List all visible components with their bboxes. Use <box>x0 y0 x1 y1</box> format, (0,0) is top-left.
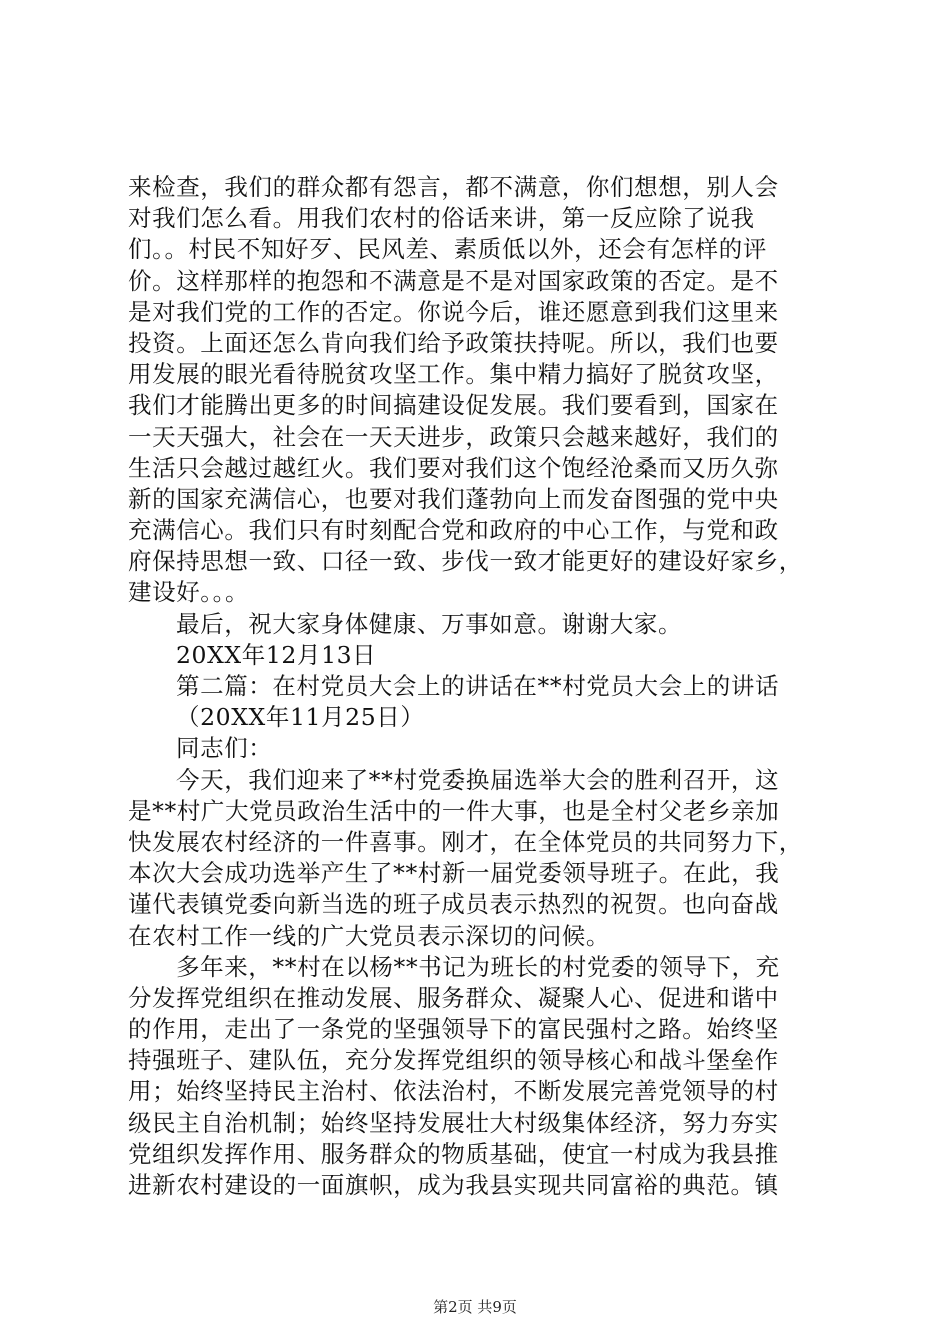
text-line: 同志们： <box>176 734 273 763</box>
text-line: 来检查，我们的群众都有怨言，都不满意，你们想想，别人会 <box>128 173 779 201</box>
text-line: 进新农村建设的一面旗帜，成为我县实现共同富裕的典范。镇 <box>128 1171 779 1199</box>
text-line: 分发挥党组织在推动发展、服务群众、凝聚人心、促进和谐中 <box>128 983 779 1012</box>
text-line: 20XX年12月13日 <box>176 640 377 669</box>
text-line: 持强班子、建队伍，充分发挥党组织的领导核心和战斗堡垒作 <box>128 1046 779 1075</box>
text-line: 价。这样那样的抱怨和不满意是不是对国家政策的否定。是不 <box>128 266 779 295</box>
text-line: 第二篇：在村党员大会上的讲话在**村党员大会上的讲话 <box>176 672 780 700</box>
text-line: 府保持思想一致、口径一致、步伐一致才能更好的建设好家乡， <box>128 547 803 576</box>
text-line: 今天，我们迎来了**村党委换届选举大会的胜利召开，这 <box>176 765 780 794</box>
text-line: 对我们怎么看。用我们农村的俗话来讲，第一反应除了说我 <box>128 204 755 233</box>
text-line: 一天天强大，社会在一天天进步，政策只会越来越好，我们的 <box>128 422 779 451</box>
text-line: 级民主自治机制；始终坚持发展壮大村级集体经济，努力夯实 <box>128 1108 779 1137</box>
text-line: 充满信心。我们只有时刻配合党和政府的中心工作，与党和政 <box>128 516 779 545</box>
text-line: 新的国家充满信心，也要对我们蓬勃向上而发奋图强的党中央 <box>128 484 779 513</box>
text-line: 快发展农村经济的一件喜事。刚才，在全体党员的共同努力下， <box>128 827 803 856</box>
page-footer: 第2页 共9页 <box>433 1298 517 1316</box>
text-line: 谨代表镇党委向新当选的班子成员表示热烈的祝贺。也向奋战 <box>128 890 779 919</box>
text-line: 用发展的眼光看待脱贫攻坚工作。集中精力搞好了脱贫攻坚， <box>128 360 779 389</box>
text-line: 本次大会成功选举产生了**村新一届党委领导班子。在此，我 <box>128 859 780 888</box>
text-line: 用；始终坚持民主治村、依法治村，不断发展完善党领导的村 <box>128 1077 779 1106</box>
text-line: 党组织发挥作用、服务群众的物质基础，使宜一村成为我县推 <box>128 1139 779 1168</box>
text-line: 建设好。。。 <box>128 578 250 607</box>
text-line: 投资。上面还怎么肯向我们给予政策扶持呢。所以，我们也要 <box>128 328 779 357</box>
text-line: 是对我们党的工作的否定。你说今后，谁还愿意到我们这里来 <box>128 297 779 326</box>
text-line: 的作用，走出了一条党的坚强领导下的富民强村之路。始终坚 <box>128 1015 779 1044</box>
text-line: 在农村工作一线的广大党员表示深切的问候。 <box>128 921 610 950</box>
text-line: 我们才能腾出更多的时间搞建设促发展。我们要看到，国家在 <box>128 391 779 420</box>
text-line: 生活只会越过越红火。我们要对我们这个饱经沧桑而又历久弥 <box>128 453 779 482</box>
text-line: 最后，祝大家身体健康、万事如意。谢谢大家。 <box>176 609 683 638</box>
text-line: 多年来，**村在以杨**书记为班长的村党委的领导下，充 <box>176 952 780 981</box>
text-line: 是**村广大党员政治生活中的一件大事，也是全村父老乡亲加 <box>128 796 780 825</box>
text-line: （20XX年11月25日） <box>176 703 425 732</box>
document-body <box>128 172 828 1201</box>
text-line: 们。。村民不知好歹、民风差、素质低以外，还会有怎样的评 <box>128 235 767 264</box>
